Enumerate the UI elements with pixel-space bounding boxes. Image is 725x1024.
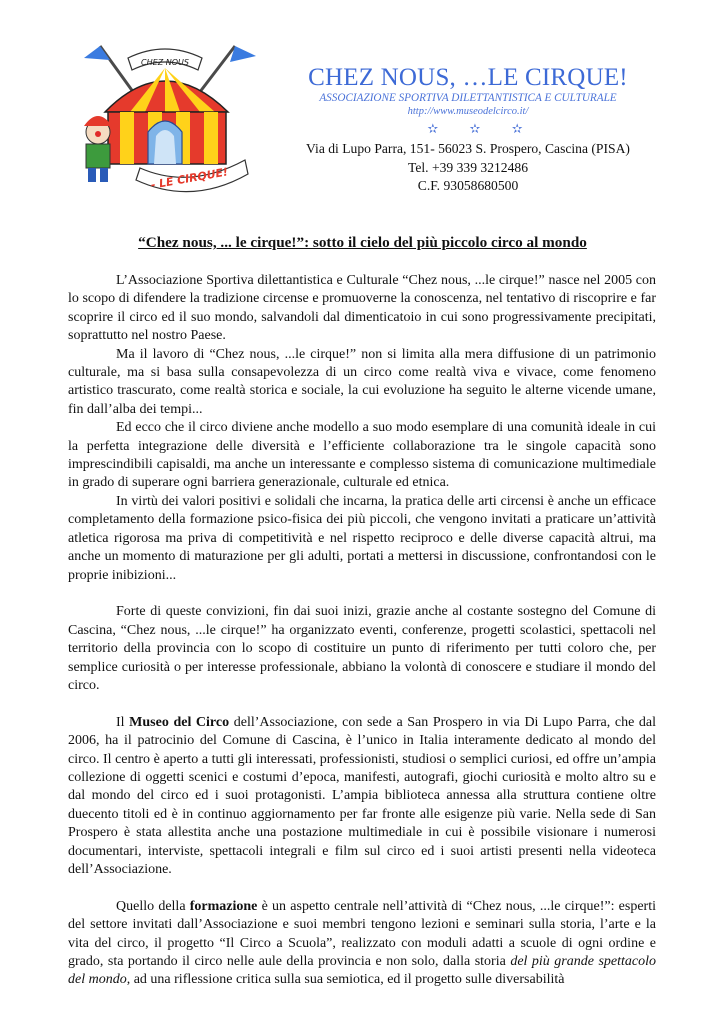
org-subtitle: ASSOCIAZIONE SPORTIVA DILETTANTISTICA E CULTURALE (319, 92, 617, 104)
text-run: Il (116, 714, 130, 730)
paragraph: Ed ecco che il circo diviene anche modello a suo modo esemplare di una comunità ideale in cui la perfetta integrazione delle diversità e l’efficiente collaborazione tra le singole capacità sono imprescindibili capisaldi, ma anche un interessante e complesso sistema di comunicazione multimediale in grado di superare ogni barriera generazionale, culturale ed etnica. (68, 420, 656, 491)
paragraph (68, 714, 656, 880)
tax-code-line: C.F. 93058680500 (417, 178, 519, 193)
document-title (0, 234, 725, 252)
paragraph: Forte di queste convizioni, fin dai suoi inizi, grazie anche al costante sostegno del Comune di Cascina, “Chez nous, ...le cirque!” ha organizzato eventi, conferenze, progetti scolastici, spettacoli nel territorio della provincia con lo scopo di costituire un punto di riferimento per tutti coloro che, per semplice curiosità o per interesse professionale, abbiano la volontà di conoscere e studiare il mondo del circo. (68, 604, 656, 693)
document-body (68, 272, 656, 990)
text-run: è un aspetto centrale nell’attività di “Chez nous, ...le cirque!”: esperti del settore invitati dall’Associazione e suoi membri tengono lezioni e seminari sulla storia, l’arte e la vita del circo, il progetto “Il Circo a Scuola”, realizzato con moduli adatti a scuole di ogni ordine e grado, sta portando il circo nelle aule della provincia e non solo, dalla storia (68, 898, 656, 969)
museum-name-bold: Museo del Circo (129, 714, 230, 730)
text-run: Quello della (116, 898, 190, 914)
stars-decoration: ✫ ✫ ✫ (427, 121, 537, 136)
logo-text-bottom: - LE CIRQUE! (149, 165, 230, 192)
org-url-link[interactable]: http://www.museodelcirco.it/ (407, 106, 529, 117)
formazione-bold: formazione (189, 898, 258, 914)
address-line: Via di Lupo Parra, 151- 56023 S. Prospero, Cascina (PISA) (306, 141, 630, 156)
paragraph: L’Associazione Sportiva dilettantistica e Culturale “Chez nous, ...le cirque!” nasce nel 2005 con lo scopo di difendere la tradizione circense e promuoverne la conoscenza, nel tentativo di riscoprire e far scoprire il circo ed il suo mondo, salvandoli dal dimenticatoio in cui sono progressivamente precipitati, soprattutto nel nostro Paese. (68, 273, 656, 344)
text-run: , ad una riflessione critica sulla sua semiotica, ed il progetto sulle diversabilità (126, 972, 565, 988)
paragraph: Ma il lavoro di “Chez nous, ...le cirque!” non si limita alla mera diffusione di un patrimonio culturale, ma si basa sulla consapevolezza di un circo come realtà viva e vivace, come fenomeno artistico trascurato, come realtà storica e sociale, la cui evoluzione ha seguito le alterne vicende umane, fin dall’alba dei tempi... (68, 346, 656, 417)
phone-line: Tel. +39 339 3212486 (408, 160, 528, 175)
paragraph: In virtù dei valori positivi e solidali che incarna, la pratica delle arti circensi è anche un efficace completamento della formazione psico-fisica dei più piccoli, che vengono invitati a praticare un’attività atletica rigorosa ma priva di competitività e nel rispetto reciproco e delle diverse capacità altrui, ma anche un momento di maturazione per gli adulti, portati a mettersi in discussione, confrontandosi con le proprie inibizioni... (68, 493, 656, 583)
document-title-text: “Chez nous, ... le cirque!”: sotto il cielo del più piccolo circo al mondo (138, 234, 587, 251)
org-name: CHEZ NOUS, …LE CIRQUE! (308, 64, 628, 91)
circus-logo (70, 40, 260, 200)
text-run: dell’Associazione, con sede a San Prospero in via Di Lupo Parra, che dal 2006, ha il patrocinio del Comune di Cascina, è l’unico in Italia interamente dedicato al mondo del circo. Il centro è aperto a tutti gli interessati, professionisti, studiosi o semplici curiosi, ed offre un’ampia collezione di oggetti scenici e costumi d’epoca, manifesti, autografi, giochi curiosità e molto altro su e dal mondo del circo ed i suoi protagonisti. L’ampia biblioteca annessa alla struttura contiene oltre duecento titoli ed è in continuo aggiornamento per far fronte alle esigenze più varie. Nella sede di San Prospero è stata allestita anche una postazione multimediale in cui è possibile visionare i numerosi documentari, interviste, spettacoli integrali e film sul circo ed i suoi artisti presenti nella videoteca dell’Associazione. (68, 714, 656, 877)
paragraph (68, 898, 656, 990)
logo-text-top: CHEZ NOUS (141, 58, 189, 67)
italic-phrase: del più grande spettacolo del mondo (68, 953, 656, 988)
